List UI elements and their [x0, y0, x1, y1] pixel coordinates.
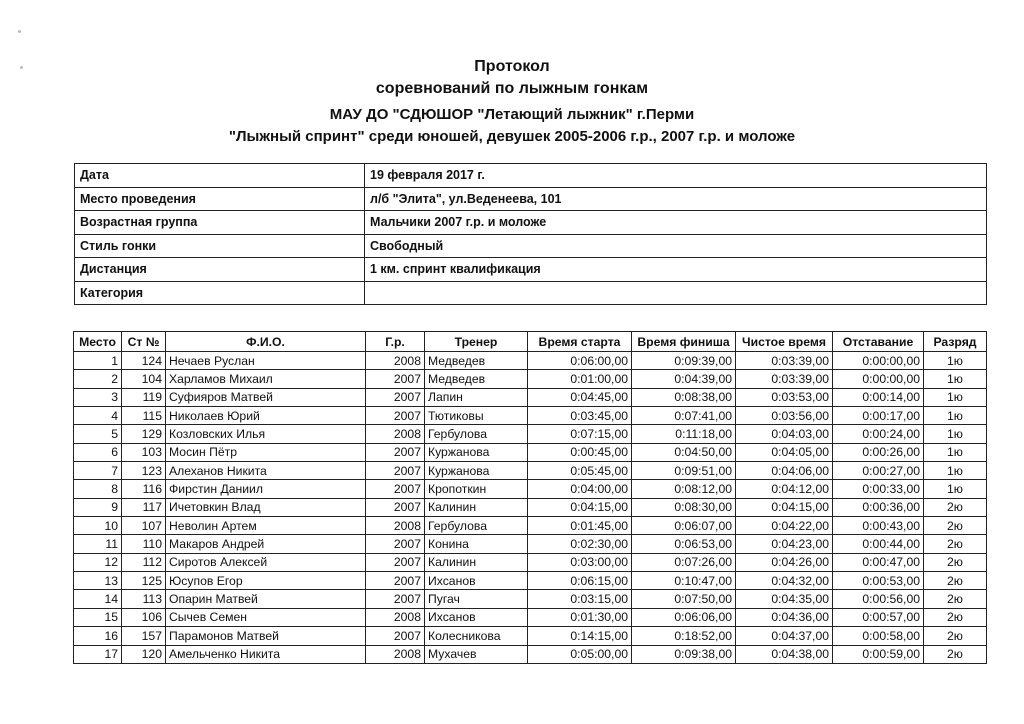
- cell-start-time: 0:04:15,00: [528, 498, 632, 516]
- cell-birth-year: 2007: [366, 443, 425, 461]
- result-row: [74, 462, 987, 480]
- cell-birth-year: 2008: [366, 517, 425, 535]
- cell-start-number: 120: [122, 645, 166, 663]
- cell-start-number: 110: [122, 535, 166, 553]
- cell-coach: Кропоткин: [425, 480, 528, 498]
- event-info-table: [74, 163, 987, 305]
- cell-start-time: 0:06:00,00: [528, 352, 632, 370]
- result-row: [74, 645, 987, 663]
- cell-birth-year: 2007: [366, 572, 425, 590]
- cell-start-number: 112: [122, 553, 166, 571]
- cell-coach: Ихсанов: [425, 572, 528, 590]
- cell-name: Фирстин Даниил: [166, 480, 366, 498]
- cell-birth-year: 2007: [366, 590, 425, 608]
- cell-coach: Лапин: [425, 388, 528, 406]
- column-header-net-time: Чистое время: [736, 332, 833, 352]
- cell-start-number: 119: [122, 388, 166, 406]
- cell-start-time: 0:05:00,00: [528, 645, 632, 663]
- competition-subtitle: соревнований по лыжным гонкам: [375, 80, 649, 97]
- cell-net-time: 0:04:37,00: [736, 627, 833, 645]
- cell-net-time: 0:03:39,00: [736, 352, 833, 370]
- cell-rank: 2ю: [924, 645, 987, 663]
- cell-rank: 1ю: [924, 407, 987, 425]
- cell-gap: 0:00:59,00: [833, 645, 924, 663]
- cell-start-time: 0:05:45,00: [528, 462, 632, 480]
- cell-start-number: 103: [122, 443, 166, 461]
- cell-finish-time: 0:11:18,00: [632, 425, 736, 443]
- cell-name: Юсупов Егор: [166, 572, 366, 590]
- cell-start-time: 0:03:15,00: [528, 590, 632, 608]
- info-label: Дата: [75, 164, 365, 188]
- cell-place: 3: [74, 388, 122, 406]
- result-row: [74, 572, 987, 590]
- cell-start-number: 123: [122, 462, 166, 480]
- cell-gap: 0:00:00,00: [833, 370, 924, 388]
- cell-finish-time: 0:06:07,00: [632, 517, 736, 535]
- cell-gap: 0:00:17,00: [833, 407, 924, 425]
- cell-place: 11: [74, 535, 122, 553]
- cell-net-time: 0:04:38,00: [736, 645, 833, 663]
- cell-start-time: 0:02:30,00: [528, 535, 632, 553]
- cell-start-time: 0:04:00,00: [528, 480, 632, 498]
- info-row: [75, 258, 987, 282]
- cell-birth-year: 2008: [366, 352, 425, 370]
- cell-start-number: 129: [122, 425, 166, 443]
- cell-finish-time: 0:10:47,00: [632, 572, 736, 590]
- results-table: [73, 331, 987, 664]
- cell-rank: 1ю: [924, 425, 987, 443]
- info-value: л/б "Элита", ул.Веденеева, 101: [365, 187, 987, 211]
- cell-finish-time: 0:07:26,00: [632, 553, 736, 571]
- cell-coach: Конина: [425, 535, 528, 553]
- column-header-gap: Отставание: [833, 332, 924, 352]
- cell-rank: 1ю: [924, 462, 987, 480]
- cell-finish-time: 0:08:30,00: [632, 498, 736, 516]
- cell-birth-year: 2008: [366, 645, 425, 663]
- cell-start-number: 104: [122, 370, 166, 388]
- cell-rank: 2ю: [924, 535, 987, 553]
- cell-rank: 2ю: [924, 590, 987, 608]
- info-label: Место проведения: [75, 187, 365, 211]
- cell-name: Алеханов Никита: [166, 462, 366, 480]
- cell-net-time: 0:03:39,00: [736, 370, 833, 388]
- cell-start-time: 0:06:15,00: [528, 572, 632, 590]
- event-title: "Лыжный спринт" среди юношей, девушек 2005-2006 г.р., 2007 г.р. и моложе: [228, 128, 796, 145]
- cell-coach: Гербулова: [425, 425, 528, 443]
- cell-coach: Гербулова: [425, 517, 528, 535]
- cell-finish-time: 0:09:51,00: [632, 462, 736, 480]
- cell-birth-year: 2007: [366, 498, 425, 516]
- cell-birth-year: 2007: [366, 407, 425, 425]
- cell-finish-time: 0:04:50,00: [632, 443, 736, 461]
- result-row: [74, 553, 987, 571]
- column-header-birth-year: Г.р.: [366, 332, 425, 352]
- cell-name: Макаров Андрей: [166, 535, 366, 553]
- cell-start-time: 0:00:45,00: [528, 443, 632, 461]
- cell-name: Неволин Артем: [166, 517, 366, 535]
- cell-rank: 1ю: [924, 388, 987, 406]
- info-value: 1 км. спринт квалификация: [365, 258, 987, 282]
- cell-coach: Медведев: [425, 370, 528, 388]
- cell-start-time: 0:07:15,00: [528, 425, 632, 443]
- cell-net-time: 0:04:36,00: [736, 608, 833, 626]
- scan-speck: [18, 30, 21, 33]
- cell-place: 9: [74, 498, 122, 516]
- cell-name: Николаев Юрий: [166, 407, 366, 425]
- cell-name: Парамонов Матвей: [166, 627, 366, 645]
- protocol-title: Протокол: [474, 58, 550, 75]
- result-row: [74, 590, 987, 608]
- info-label: Категория: [75, 281, 365, 305]
- cell-coach: Колесникова: [425, 627, 528, 645]
- result-row: [74, 627, 987, 645]
- cell-finish-time: 0:08:38,00: [632, 388, 736, 406]
- cell-rank: 1ю: [924, 370, 987, 388]
- cell-birth-year: 2007: [366, 535, 425, 553]
- info-value: Свободный: [365, 234, 987, 258]
- cell-name: Суфияров Матвей: [166, 388, 366, 406]
- cell-finish-time: 0:06:53,00: [632, 535, 736, 553]
- cell-start-number: 115: [122, 407, 166, 425]
- cell-gap: 0:00:33,00: [833, 480, 924, 498]
- cell-gap: 0:00:00,00: [833, 352, 924, 370]
- cell-name: Опарин Матвей: [166, 590, 366, 608]
- cell-net-time: 0:04:35,00: [736, 590, 833, 608]
- info-label: Стиль гонки: [75, 234, 365, 258]
- result-row: [74, 535, 987, 553]
- cell-start-number: 107: [122, 517, 166, 535]
- cell-coach: Калинин: [425, 498, 528, 516]
- info-value: [365, 281, 987, 305]
- cell-name: Харламов Михаил: [166, 370, 366, 388]
- cell-coach: Ихсанов: [425, 608, 528, 626]
- cell-net-time: 0:04:06,00: [736, 462, 833, 480]
- cell-name: Сиротов Алексей: [166, 553, 366, 571]
- cell-gap: 0:00:58,00: [833, 627, 924, 645]
- info-row: [75, 234, 987, 258]
- cell-name: Ичетовкин Влад: [166, 498, 366, 516]
- cell-finish-time: 0:09:38,00: [632, 645, 736, 663]
- cell-start-time: 0:03:00,00: [528, 553, 632, 571]
- cell-coach: Медведев: [425, 352, 528, 370]
- cell-rank: 1ю: [924, 443, 987, 461]
- cell-net-time: 0:03:53,00: [736, 388, 833, 406]
- cell-coach: Куржанова: [425, 462, 528, 480]
- cell-birth-year: 2007: [366, 553, 425, 571]
- cell-name: Мосин Пётр: [166, 443, 366, 461]
- cell-start-time: 0:03:45,00: [528, 407, 632, 425]
- cell-name: Амельченко Никита: [166, 645, 366, 663]
- cell-net-time: 0:04:12,00: [736, 480, 833, 498]
- cell-gap: 0:00:43,00: [833, 517, 924, 535]
- cell-rank: 2ю: [924, 517, 987, 535]
- cell-place: 6: [74, 443, 122, 461]
- cell-place: 1: [74, 352, 122, 370]
- cell-start-number: 125: [122, 572, 166, 590]
- cell-gap: 0:00:26,00: [833, 443, 924, 461]
- info-row: [75, 164, 987, 188]
- cell-net-time: 0:04:32,00: [736, 572, 833, 590]
- cell-start-time: 0:01:00,00: [528, 370, 632, 388]
- cell-birth-year: 2008: [366, 425, 425, 443]
- cell-gap: 0:00:47,00: [833, 553, 924, 571]
- cell-rank: 2ю: [924, 608, 987, 626]
- column-header-start-time: Время старта: [528, 332, 632, 352]
- result-row: [74, 608, 987, 626]
- cell-finish-time: 0:04:39,00: [632, 370, 736, 388]
- info-row: [75, 281, 987, 305]
- cell-coach: Куржанова: [425, 443, 528, 461]
- info-label: Дистанция: [75, 258, 365, 282]
- cell-start-time: 0:01:30,00: [528, 608, 632, 626]
- cell-rank: 2ю: [924, 572, 987, 590]
- cell-finish-time: 0:08:12,00: [632, 480, 736, 498]
- result-row: [74, 352, 987, 370]
- cell-birth-year: 2008: [366, 608, 425, 626]
- cell-place: 12: [74, 553, 122, 571]
- info-label: Возрастная группа: [75, 211, 365, 235]
- cell-coach: Тютиковы: [425, 407, 528, 425]
- cell-gap: 0:00:53,00: [833, 572, 924, 590]
- cell-start-number: 116: [122, 480, 166, 498]
- column-header-name: Ф.И.О.: [166, 332, 366, 352]
- cell-finish-time: 0:06:06,00: [632, 608, 736, 626]
- cell-start-number: 117: [122, 498, 166, 516]
- cell-place: 14: [74, 590, 122, 608]
- cell-gap: 0:00:56,00: [833, 590, 924, 608]
- cell-place: 16: [74, 627, 122, 645]
- column-header-coach: Тренер: [425, 332, 528, 352]
- cell-birth-year: 2007: [366, 388, 425, 406]
- cell-gap: 0:00:44,00: [833, 535, 924, 553]
- cell-start-number: 157: [122, 627, 166, 645]
- cell-start-time: 0:14:15,00: [528, 627, 632, 645]
- cell-place: 10: [74, 517, 122, 535]
- cell-birth-year: 2007: [366, 370, 425, 388]
- cell-gap: 0:00:36,00: [833, 498, 924, 516]
- cell-coach: Пугач: [425, 590, 528, 608]
- cell-place: 15: [74, 608, 122, 626]
- cell-start-number: 113: [122, 590, 166, 608]
- results-header-row: [74, 332, 987, 352]
- cell-rank: 1ю: [924, 352, 987, 370]
- cell-place: 13: [74, 572, 122, 590]
- result-row: [74, 498, 987, 516]
- cell-net-time: 0:04:22,00: [736, 517, 833, 535]
- result-row: [74, 425, 987, 443]
- result-row: [74, 388, 987, 406]
- cell-coach: Калинин: [425, 553, 528, 571]
- cell-rank: 2ю: [924, 553, 987, 571]
- result-row: [74, 517, 987, 535]
- cell-start-time: 0:01:45,00: [528, 517, 632, 535]
- cell-finish-time: 0:07:50,00: [632, 590, 736, 608]
- cell-name: Сычев Семен: [166, 608, 366, 626]
- info-row: [75, 187, 987, 211]
- info-value: Мальчики 2007 г.р. и моложе: [365, 211, 987, 235]
- cell-birth-year: 2007: [366, 462, 425, 480]
- cell-gap: 0:00:14,00: [833, 388, 924, 406]
- cell-net-time: 0:03:56,00: [736, 407, 833, 425]
- column-header-start-number: Ст №: [122, 332, 166, 352]
- cell-net-time: 0:04:23,00: [736, 535, 833, 553]
- result-row: [74, 480, 987, 498]
- cell-finish-time: 0:07:41,00: [632, 407, 736, 425]
- cell-rank: 2ю: [924, 627, 987, 645]
- cell-place: 4: [74, 407, 122, 425]
- column-header-place: Место: [74, 332, 122, 352]
- cell-place: 5: [74, 425, 122, 443]
- cell-place: 7: [74, 462, 122, 480]
- cell-name: Нечаев Руслан: [166, 352, 366, 370]
- result-row: [74, 407, 987, 425]
- cell-rank: 1ю: [924, 480, 987, 498]
- cell-start-number: 106: [122, 608, 166, 626]
- cell-rank: 2ю: [924, 498, 987, 516]
- cell-gap: 0:00:57,00: [833, 608, 924, 626]
- cell-gap: 0:00:24,00: [833, 425, 924, 443]
- cell-place: 17: [74, 645, 122, 663]
- cell-birth-year: 2007: [366, 627, 425, 645]
- cell-place: 8: [74, 480, 122, 498]
- cell-birth-year: 2007: [366, 480, 425, 498]
- organization-title: МАУ ДО "СДЮШОР "Летающий лыжник" г.Перми: [329, 106, 695, 123]
- cell-place: 2: [74, 370, 122, 388]
- column-header-rank: Разряд: [924, 332, 987, 352]
- cell-gap: 0:00:27,00: [833, 462, 924, 480]
- column-header-finish-time: Время финиша: [632, 332, 736, 352]
- cell-name: Козловских Илья: [166, 425, 366, 443]
- result-row: [74, 370, 987, 388]
- cell-net-time: 0:04:26,00: [736, 553, 833, 571]
- cell-net-time: 0:04:05,00: [736, 443, 833, 461]
- cell-coach: Мухачев: [425, 645, 528, 663]
- cell-finish-time: 0:09:39,00: [632, 352, 736, 370]
- cell-start-time: 0:04:45,00: [528, 388, 632, 406]
- cell-net-time: 0:04:03,00: [736, 425, 833, 443]
- cell-net-time: 0:04:15,00: [736, 498, 833, 516]
- info-value: 19 февраля 2017 г.: [365, 164, 987, 188]
- result-row: [74, 443, 987, 461]
- info-row: [75, 211, 987, 235]
- cell-start-number: 124: [122, 352, 166, 370]
- cell-finish-time: 0:18:52,00: [632, 627, 736, 645]
